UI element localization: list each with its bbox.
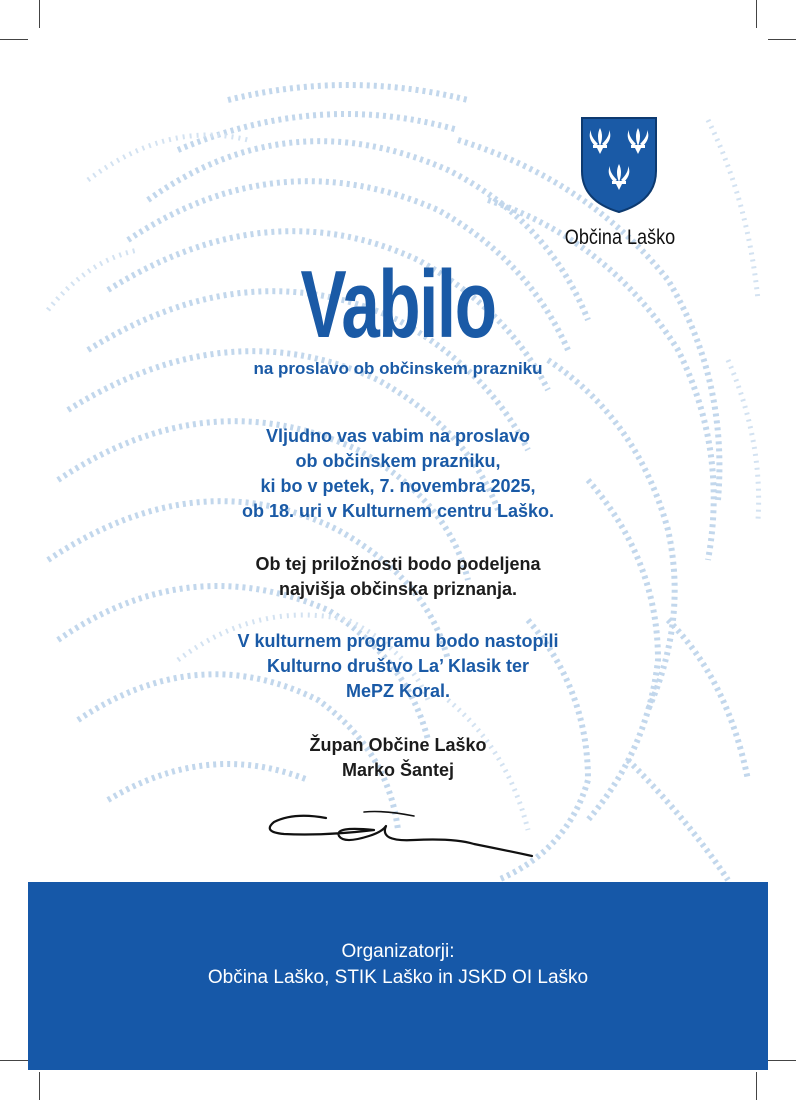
fleur-de-lis-shield-icon [580,116,658,214]
invitation-text [0,424,796,524]
crop-mark [756,1072,757,1100]
footer-banner [28,882,768,1070]
signatory-name: Marko Šantej [341,760,455,780]
invitation-line: ob 18. uri v Kulturnem centru Laško. [241,501,555,521]
program-line: V kulturnem programu bodo nastopili [237,631,559,651]
crop-mark [0,39,28,40]
awards-line: najvišja občinska priznanja. [278,579,518,599]
crop-mark [0,1060,28,1061]
program-text [0,629,796,704]
signatory-block [0,733,796,783]
organizers-list: Občina Laško, STIK Laško in JSKD OI Laško [207,967,589,988]
invitation-line: Vljudno vas vabim na proslavo [265,426,531,446]
crop-mark [39,0,40,28]
invitation-line: ki bo v petek, 7. novembra 2025, [260,476,536,496]
crop-mark [768,39,796,40]
handwritten-signature [264,806,534,866]
program-line: Kulturno društvo La’ Klasik ter [266,656,530,676]
awards-text [0,552,796,602]
program-line: MePZ Koral. [345,681,451,701]
page-subtitle: na proslavo ob občinskem prazniku [253,359,543,378]
crop-mark [768,1060,796,1061]
signatory-role: Župan Občine Laško [309,735,487,755]
crop-mark [39,1072,40,1100]
organizers-label: Organizatorji: [341,941,455,962]
municipality-name: Občina Laško [564,226,676,249]
page-title: Vabilo [300,251,496,358]
crop-mark [756,0,757,28]
awards-line: Ob tej priložnosti bodo podeljena [255,554,541,574]
invitation-line: ob občinskem prazniku, [295,451,501,471]
